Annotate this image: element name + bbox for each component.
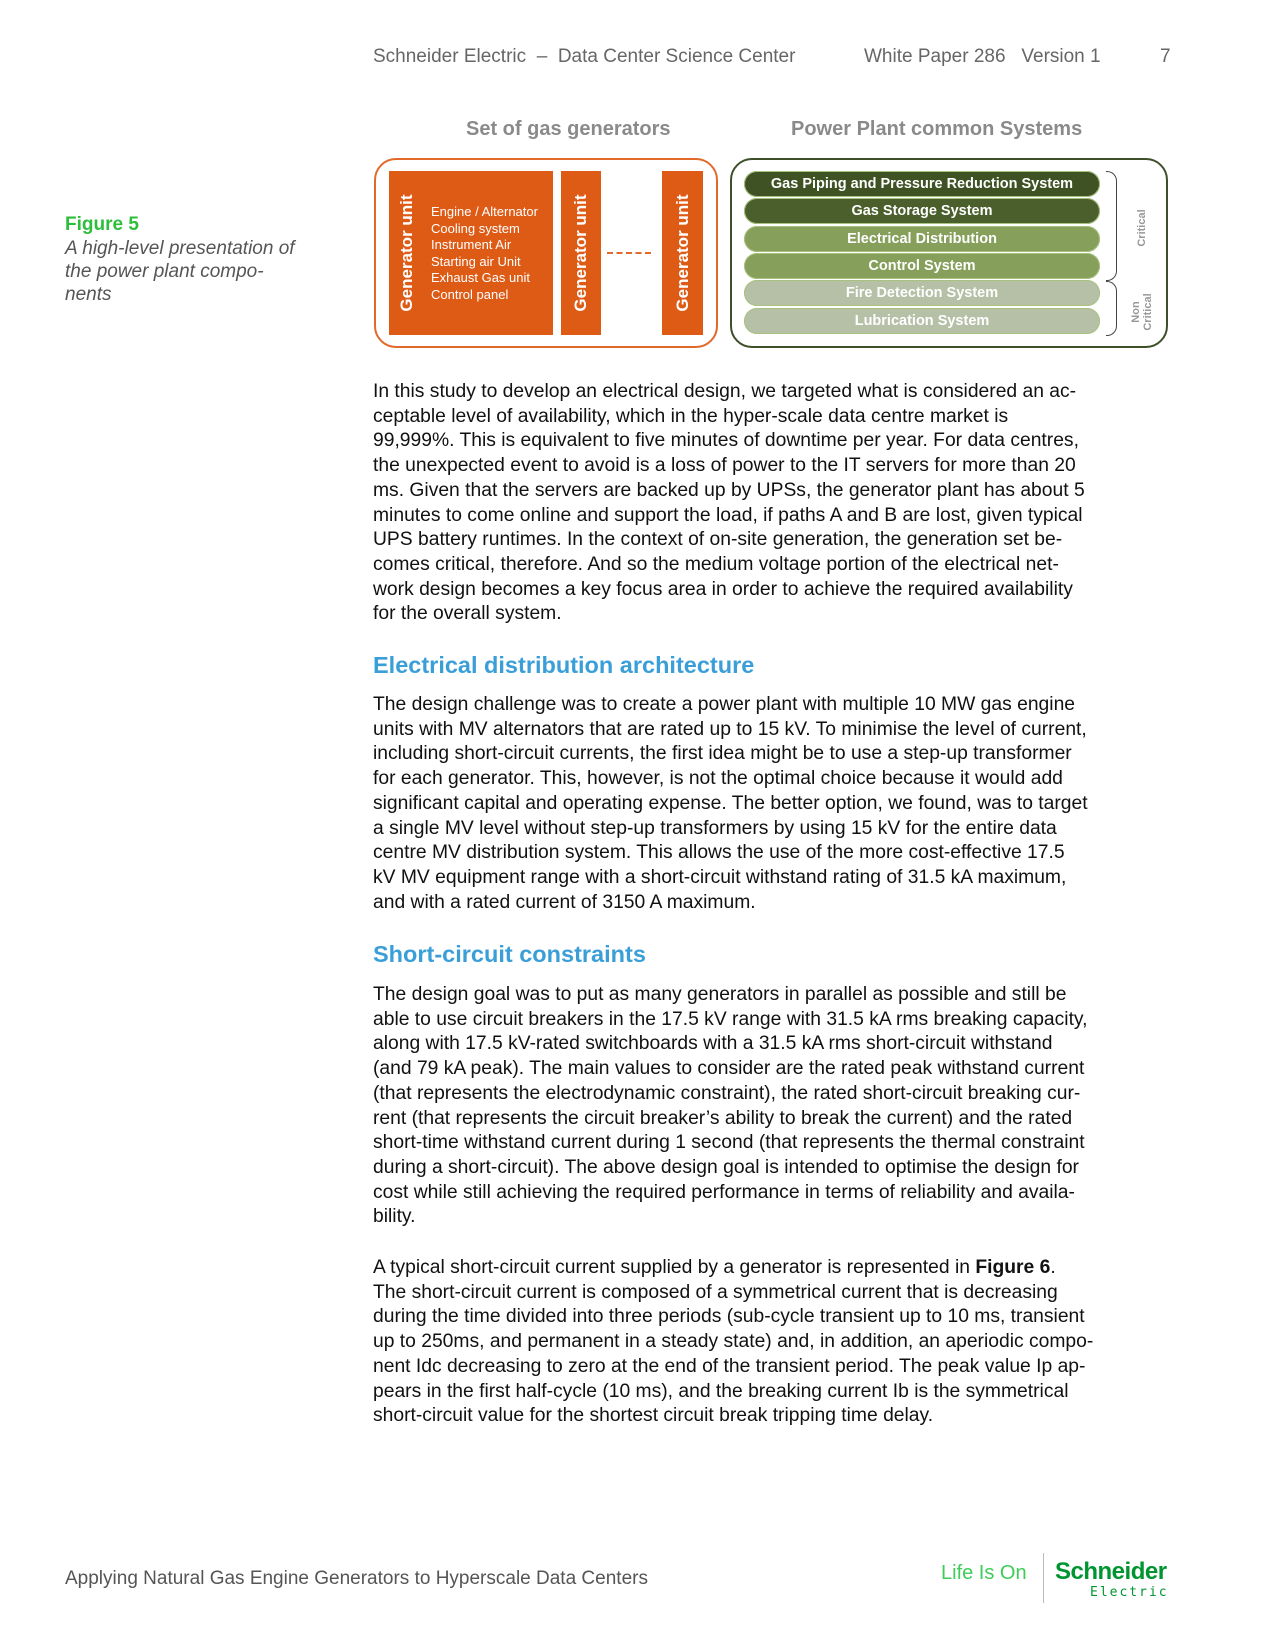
footer-title: Applying Natural Gas Engine Generators to Hyperscale Data Centers [65, 1568, 648, 1589]
section-heading-distribution: Electrical distribution architecture [373, 652, 755, 678]
text-line: (and 79 kA peak). The main values to consider are the rated peak withstand current [373, 1058, 1085, 1080]
figure-label: Figure 5 [65, 214, 139, 235]
generator-unit-detailed: Generator unit Engine / Alternator Cooling system Instrument Air Starting air Unit Exhaust Gas unit Control panel [389, 171, 553, 335]
text-line: during a short-circuit). The above design goal is intended to optimise the design for [373, 1156, 1079, 1178]
schneider-logo-sub: Electric [1090, 1585, 1169, 1600]
system-bar: Lubrication System [744, 308, 1100, 334]
paragraph-figure6 [373, 1256, 1193, 1429]
system-bar: Electrical Distribution [744, 226, 1100, 252]
text-line: cost while still achieving the required performance in terms of reliability and availa- [373, 1181, 1075, 1203]
figure-6-reference: Figure 6 [975, 1257, 1051, 1278]
text-line: short-circuit value for the shortest circuit break tripping time delay. [373, 1405, 934, 1427]
non-critical-label: Non Critical [1130, 293, 1154, 331]
text-line: units with MV alternators that are rated up to 15 kV. To minimise the level of current, [373, 718, 1087, 740]
text-line: ceptable level of availability, which in the hyper-scale data centre market is [373, 405, 1009, 427]
logo-divider [1043, 1553, 1044, 1603]
figure-left-title: Set of gas generators [466, 118, 671, 140]
unit-components: Engine / Alternator Cooling system Instrument Air Starting air Unit Exhaust Gas unit Control panel [431, 204, 538, 302]
critical-label: Critical [1136, 209, 1148, 247]
text-line: minutes to come online and support the load, if paths A and B are lost, given typical [373, 504, 1083, 526]
figure-right-title: Power Plant common Systems [791, 118, 1083, 140]
header-company: Schneider Electric – Data Center Science Center [373, 46, 796, 67]
text-line: A typical short-circuit current supplied by a generator is represented in Figure 6. [373, 1257, 1056, 1278]
non-critical-bracket [1106, 281, 1117, 336]
generator-unit: Generator unit [662, 171, 703, 335]
text-line: during the time divided into three periods (sub-cycle transient up to 10 ms, transient [373, 1306, 1085, 1328]
text-line: (that represents the electrodynamic constraint), the rated short-circuit breaking cur- [373, 1082, 1081, 1104]
text-line: the unexpected event to avoid is a loss of power to the IT servers for more than 20 [373, 455, 1076, 477]
generator-unit: Generator unit [561, 171, 601, 335]
text-line: In this study to develop an electrical design, we targeted what is considered an ac- [373, 381, 1077, 402]
text-line: The short-circuit current is composed of a symmetrical current that is decreasing [373, 1281, 1058, 1303]
text-line: centre MV distribution system. This allows the use of the more cost-effective 17.5 [373, 842, 1065, 864]
text-line: for each generator. This, however, is not the optimal choice because it would add [373, 768, 1063, 790]
paragraph-short-circuit [373, 983, 1193, 1230]
schneider-logo: Schneider [1055, 1558, 1167, 1585]
text-line: UPS battery runtimes. In the context of on-site generation, the generation set be- [373, 529, 1063, 551]
text-line: bility. [373, 1206, 416, 1228]
text-line: nent Idc decreasing to zero at the end of the transient period. The peak value Ip ap- [373, 1355, 1086, 1377]
text-line: along with 17.5 kV-rated switchboards with a 31.5 kA rms short-circuit withstand [373, 1033, 1053, 1055]
system-bar: Gas Piping and Pressure Reduction System [744, 171, 1100, 197]
text-line: pears in the first half-cycle (10 ms), and the breaking current Ib is the symmetrical [373, 1380, 1069, 1402]
text-line: The design challenge was to create a power plant with multiple 10 MW gas engine [373, 694, 1076, 715]
text-line: The design goal was to put as many generators in parallel as possible and still be [373, 984, 1067, 1005]
text-line: and with a rated current of 3150 A maximum. [373, 891, 756, 913]
section-heading-short-circuit: Short-circuit constraints [373, 941, 646, 967]
life-is-on-logo: Life Is On [941, 1562, 1027, 1584]
text-line: a single MV level without step-up transformers by using 15 kV for the entire data [373, 817, 1057, 839]
text-line: able to use circuit breakers in the 17.5 kV range with 31.5 kA rms breaking capacity, [373, 1008, 1088, 1030]
text-line: for the overall system. [373, 603, 562, 625]
text-line: work design becomes a key focus area in order to achieve the required availability [373, 578, 1073, 600]
text-line: comes critical, therefore. And so the medium voltage portion of the electrical net- [373, 553, 1059, 575]
figure-caption: A high-level presentation of the power plant compo- nents [65, 238, 295, 305]
text-line: including short-circuit currents, the first idea might be to use a step-up transformer [373, 743, 1072, 765]
page-number: 7 [1160, 46, 1171, 67]
text-line: rent (that represents the circuit breaker’s ability to break the current) and the rated [373, 1107, 1073, 1129]
ellipsis-dashes [607, 252, 651, 254]
text-line: up to 250ms, and permanent in a steady state) and, in addition, an aperiodic compo- [373, 1331, 1094, 1353]
system-bar: Fire Detection System [744, 280, 1100, 306]
text-line: significant capital and operating expense. The better option, we found, was to target [373, 792, 1088, 814]
text-line: 99,999%. This is equivalent to five minutes of downtime per year. For data centres, [373, 430, 1079, 452]
header-paper: White Paper 286 Version 1 [864, 46, 1101, 67]
paragraph-availability [373, 380, 1193, 627]
system-bar: Gas Storage System [744, 198, 1100, 224]
system-bar: Control System [744, 253, 1100, 279]
text-line: ms. Given that the servers are backed up by UPSs, the generator plant has about 5 [373, 479, 1085, 501]
text-line: short-time withstand current during 1 second (that represents the thermal constraint [373, 1132, 1085, 1154]
critical-bracket [1106, 171, 1117, 281]
paragraph-distribution [373, 693, 1193, 915]
text-line: kV MV equipment range with a short-circuit withstand rating of 31.5 kA maximum, [373, 866, 1067, 888]
